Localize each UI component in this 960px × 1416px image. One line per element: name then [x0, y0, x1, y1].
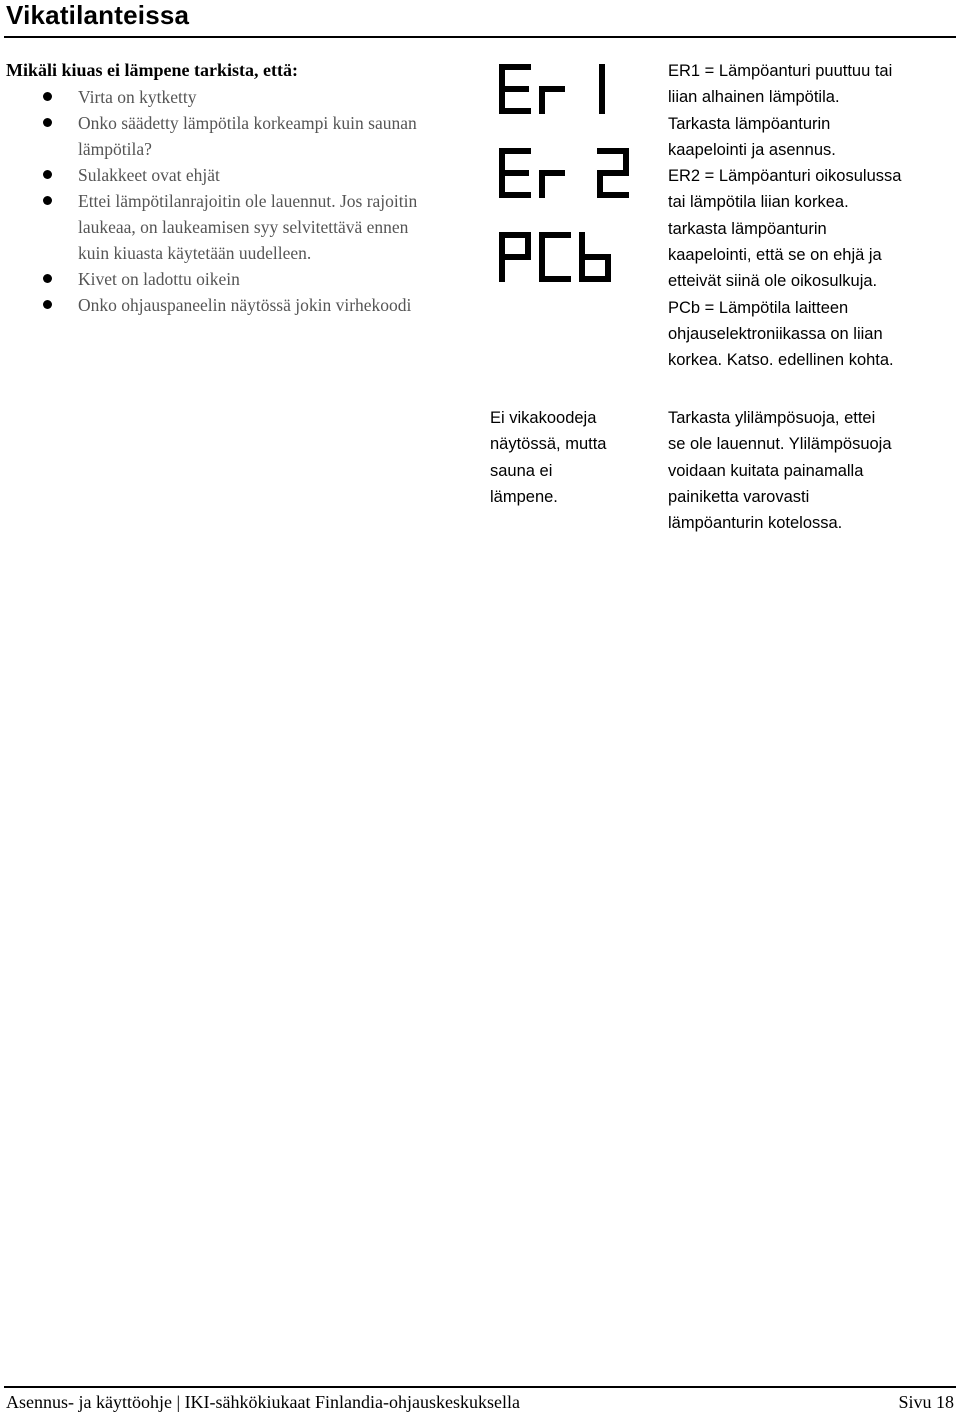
footer-page-number: Sivu 18	[898, 1392, 954, 1412]
no-error-desc-line: Tarkasta ylilämpösuoja, ettei	[668, 409, 876, 427]
error-description	[668, 58, 958, 374]
no-error-line: lämpene.	[490, 487, 558, 506]
footer-document-title: Asennus- ja käyttöohje | IKI-sähkökiukaat Finlandia-ohjauskeskuksella	[6, 1392, 520, 1412]
bullet-icon	[43, 170, 52, 179]
page-title: Vikatilanteissa	[6, 0, 190, 30]
desc-line: Tarkasta lämpöanturin	[668, 114, 831, 133]
bullet-icon	[43, 118, 52, 127]
checklist-item-text: Onko säädetty lämpötila korkeampi kuin saunan lämpötila?	[78, 113, 417, 159]
desc-line: kaapelointi, että se on ehjä ja	[668, 246, 882, 265]
checklist-item-text: Onko ohjauspaneelin näytössä jokin virhekoodi	[78, 295, 412, 315]
checklist-item-text: Sulakkeet ovat ehjät	[78, 165, 220, 185]
no-error-description	[668, 405, 958, 536]
desc-line: tarkasta lämpöanturin	[668, 219, 827, 238]
error-code-display	[495, 60, 635, 282]
no-error-line: Ei vikakoodeja	[490, 409, 597, 427]
no-error-desc-line: se ole lauennut. Ylilämpösuoja	[668, 435, 892, 454]
checklist	[0, 84, 430, 318]
intro-heading: Mikäli kiuas ei lämpene tarkista, että:	[6, 60, 298, 80]
checklist-item-text: Ettei lämpötilanrajoitin ole lauennut. Jos rajoitin laukeaa, on laukeamisen syy selvitettävä ennen kuin kiuasta käytetään uudelleen.	[78, 191, 418, 263]
bullet-icon	[43, 92, 52, 101]
title-rule	[4, 36, 956, 38]
no-error-codes-label	[490, 405, 660, 510]
bullet-icon	[43, 300, 52, 309]
display-code-er2	[499, 148, 629, 198]
desc-line: kaapelointi ja asennus.	[668, 140, 836, 159]
checklist-item	[0, 84, 430, 110]
display-code-er1	[499, 64, 605, 114]
checklist-item-text: Kivet on ladottu oikein	[78, 269, 240, 289]
no-error-desc-line: lämpöanturin kotelossa.	[668, 514, 843, 533]
checklist-item	[0, 162, 430, 188]
no-error-desc-line: voidaan kuitata painamalla	[668, 461, 864, 480]
checklist-item-text: Virta on kytketty	[78, 87, 197, 107]
desc-line: PCb = Lämpötila laitteen	[668, 298, 849, 317]
no-error-line: näytössä, mutta	[490, 435, 607, 454]
footer-rule	[4, 1386, 956, 1388]
desc-line: liian alhainen lämpötila.	[668, 88, 840, 107]
desc-line: korkea. Katso. edellinen kohta.	[668, 351, 894, 370]
checklist-item	[0, 188, 430, 266]
no-error-line: sauna ei	[490, 461, 553, 480]
desc-line: ER1 = Lämpöanturi puuttuu tai	[668, 62, 893, 80]
checklist-item	[0, 266, 430, 292]
display-code-pcb	[499, 232, 611, 282]
desc-line: ER2 = Lämpöanturi oikosulussa	[668, 167, 902, 186]
desc-line: tai lämpötila liian korkea.	[668, 193, 849, 212]
desc-line: ohjauselektroniikassa on liian	[668, 324, 883, 343]
bullet-icon	[43, 196, 52, 205]
bullet-icon	[43, 274, 52, 283]
checklist-item	[0, 292, 430, 318]
desc-line: etteivät siinä ole oikosulkuja.	[668, 272, 878, 291]
no-error-desc-line: painiketta varovasti	[668, 487, 810, 506]
checklist-item	[0, 110, 430, 162]
